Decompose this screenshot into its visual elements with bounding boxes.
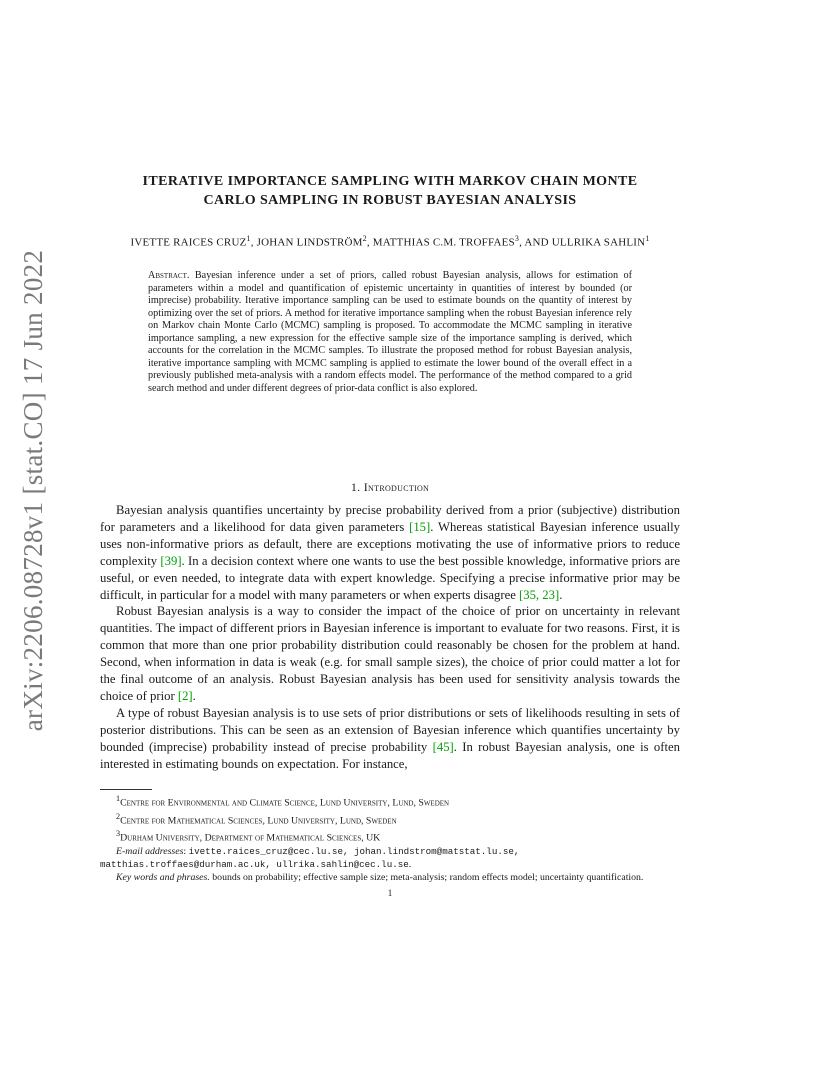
author-list: [100, 234, 680, 249]
section-title: Introduction: [363, 480, 430, 494]
citation-link[interactable]: [39]: [160, 553, 182, 568]
footnotes: [100, 792, 680, 885]
affiliation-1: [100, 792, 680, 810]
author-name: MATTHIAS C.M. TROFFAES: [372, 236, 515, 249]
paragraph-text: . Whereas statistical Bayesian inference usually uses non-informative priors as default, there are exceptions motivating the use of informative priors to reduce complexity: [100, 519, 680, 568]
author-name: IVETTE RAICES CRUZ: [130, 236, 247, 249]
affiliation-3-text: Durham University, Department of Mathematical Sciences, UK: [120, 832, 381, 844]
title-line-1: ITERATIVE IMPORTANCE SAMPLING WITH MARKOV CHAIN MONTE: [142, 174, 638, 189]
body-text: [100, 502, 680, 773]
paragraph-text: .: [192, 688, 196, 703]
affiliation-2-text: Centre for Mathematical Sciences, Lund University, Lund, Sweden: [120, 814, 397, 826]
author-affiliation-mark: 1: [246, 234, 251, 243]
author-separator: ,: [250, 236, 257, 249]
citation-link[interactable]: [15]: [409, 519, 431, 534]
paragraph-text: . In robust Bayesian analysis, one is often interested in estimating bounds on expectation. For instance,: [100, 739, 680, 771]
author-name: ULLRIKA SAHLIN: [551, 236, 646, 249]
email-line-2[interactable]: matthias.troffaes@durham.ac.uk, ullrika.sahlin@cec.lu.se: [100, 858, 409, 870]
affiliation-1-text: Centre for Environmental and Climate Science, Lund University, Lund, Sweden: [120, 797, 450, 809]
paragraph-text: A type of robust Bayesian analysis is to use sets of prior distributions or sets of likelihoods resulting in sets of posterior distributions. This can be seen as an extension of Bayesian inference which quantifies uncertainty by bounded (imprecise) probability instead of precise probability: [100, 705, 680, 754]
keywords-text: bounds on probability; effective sample size; meta-analysis; random effects model; uncertainty quantification.: [212, 872, 644, 884]
arxiv-stamp-text: arXiv:2206.08728v1 [stat.CO] 17 Jun 2022: [18, 249, 49, 731]
email-addresses-cont: matthias.troffaes@durham.ac.uk, ullrika.sahlin@cec.lu.se.: [100, 858, 412, 870]
email-addresses: E-mail addresses: ivette.raices_cruz@cec.lu.se, johan.lindstrom@matstat.lu.se,: [116, 845, 520, 857]
author-affiliation-mark: 1: [645, 234, 650, 243]
citation-link[interactable]: [35, 23]: [519, 587, 560, 602]
affiliation-1-mark: 1: [116, 794, 121, 803]
abstract: [148, 270, 632, 395]
page-number: 1: [387, 888, 393, 898]
affiliation-2-mark: 2: [116, 811, 121, 821]
section-heading: [100, 480, 680, 495]
abstract-label: Abstract.: [148, 270, 190, 281]
title-line-2: CARLO SAMPLING IN ROBUST BAYESIAN ANALYSIS: [203, 193, 577, 208]
email-line-1[interactable]: ivette.raices_cruz@cec.lu.se, johan.lindstrom@matstat.lu.se,: [188, 845, 520, 857]
citation-link[interactable]: [2]: [177, 688, 193, 703]
footnote-rule: [100, 789, 152, 790]
affiliation-3-mark: 3: [116, 829, 121, 839]
paragraph: [100, 603, 680, 704]
paragraph-text: Bayesian analysis quantifies uncertainty by precise probability derived from a prior (subjective) distribution for parameters and a likelihood for data given parameters: [100, 503, 680, 534]
author-name: JOHAN LINDSTRÖM: [256, 236, 363, 249]
paragraph: [100, 502, 680, 603]
abstract-text: Bayesian inference under a set of priors, called robust Bayesian analysis, allows for estimation of parameters within a model and quantification of epistemic uncertainty in quantities of interest by bounded (or imprecise) probability. Iterative importance sampling can be used to estimate bounds on the quantity of interest by optimizing over the set of priors. A method for iterative importance sampling when the robust Bayesian inference rely on Markov chain Monte Carlo (MCMC) sampling is proposed. To accommodate the MCMC sampling in iterative importance sampling, a new expression for the effective sample size of the importance sampling is derived, which accounts for the correlation in the MCMC samples. To illustrate the proposed method for robust Bayesian analysis, iterative importance sampling with MCMC sampling is applied to estimate the lower bound of the overall effect in a previously published meta-analysis with a random effects model. The performance of the method compared to a grid search method and under different degrees of prior-data conflict is also explored.: [148, 270, 632, 394]
paragraph-text: . In a decision context where one wants to use the best possible knowledge, informative priors are useful, or even needed, to integrate data with expert knowledge. Specifying a precise informative prior may be difficult, in particular for a model with many parameters or when experts disagree: [100, 553, 680, 602]
paragraph: [100, 705, 680, 773]
author-affiliation-mark: 2: [362, 234, 367, 243]
arxiv-stamp: [14, 249, 54, 731]
affiliation-3: [100, 827, 680, 845]
keywords-label: Key words and phrases.: [116, 872, 210, 884]
keywords: [100, 871, 680, 884]
section-number: 1.: [350, 480, 361, 494]
citation-link[interactable]: [45]: [432, 739, 454, 754]
affiliation-2: [100, 810, 680, 828]
email-label: E-mail addresses: [116, 845, 184, 857]
paragraph-text: Robust Bayesian analysis is a way to consider the impact of the choice of prior on uncertainty in relevant quantities. The impact of different priors in Bayesian inference is important to evaluate for two reasons. First, it is common that more than one prior probability distribution could reasonably be chosen for the problem at hand. Second, when information in data is weak (e.g. for small sample sizes), the choice of prior could matter a lot for the final outcome of an analysis. Robust Bayesian analysis has been used for sensitivity analysis towards the choice of prior: [100, 604, 680, 703]
author-affiliation-mark: 3: [514, 234, 520, 243]
author-separator: , AND: [519, 236, 552, 249]
paragraph-text: .: [559, 587, 563, 602]
paper-title: [100, 172, 680, 210]
author-separator: ,: [366, 236, 373, 249]
